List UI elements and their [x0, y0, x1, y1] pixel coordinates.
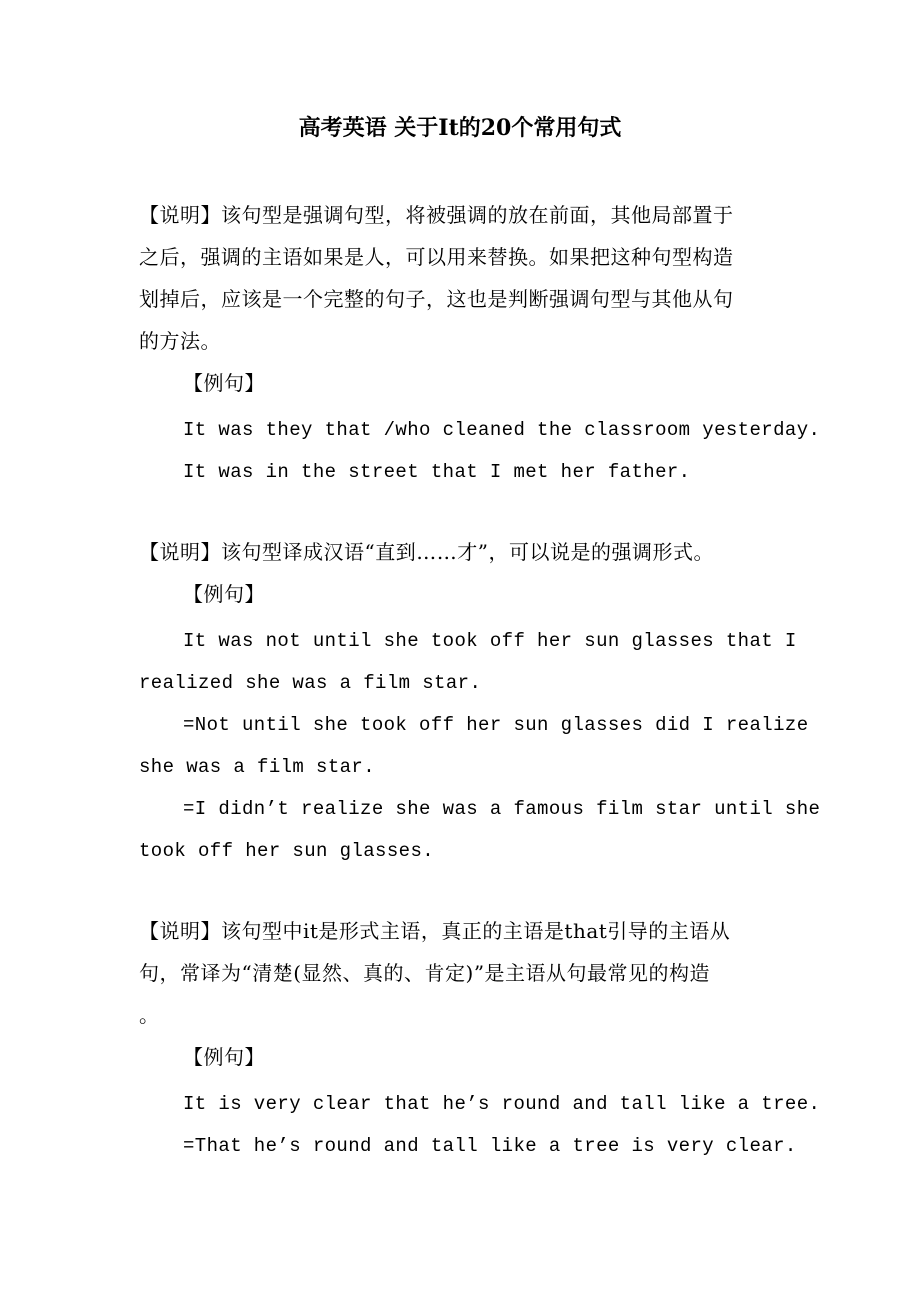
section-2-example-line: =I didn’t realize she was a famous film star until she [183, 798, 821, 820]
section-2-example-line: realized she was a film star. [139, 672, 482, 694]
document-title: 高考英语 关于It的20个常用句式 [298, 115, 622, 141]
section-2-example-line: took off her sun glasses. [139, 840, 435, 862]
section-2-example-line: =Not until she took off her sun glasses did I realize [183, 714, 809, 736]
section-1-explanation-line: 划掉后，应该是一个完整的句子，这也是判断强调句型与其他从句 [139, 287, 734, 311]
section-2-example-label: 【例句】 [183, 582, 265, 606]
section-3-example-line: It is very clear that he’s round and tall like a tree. [183, 1093, 821, 1115]
section-2-explanation-line: 【说明】该句型译成汉语“直到……才”，可以说是的强调形式。 [139, 540, 714, 564]
section-1-explanation-line: 【说明】该句型是强调句型，将被强调的放在前面，其他局部置于 [139, 203, 734, 227]
section-3-explanation-line: 【说明】该句型中it是形式主语，真正的主语是that引导的主语从 [139, 919, 731, 943]
section-1-example-line: It was in the street that I met her father. [183, 461, 691, 483]
section-3-example-label: 【例句】 [183, 1045, 265, 1069]
section-1-explanation-line: 之后，强调的主语如果是人，可以用来替换。如果把这种句型构造 [139, 245, 734, 269]
section-3-explanation-line: 句，常译为“清楚(显然、真的、肯定)”是主语从句最常见的构造 [139, 961, 711, 985]
section-1-explanation-line: 的方法。 [139, 329, 221, 353]
section-3-example-line: =That he’s round and tall like a tree is very clear. [183, 1135, 797, 1157]
section-2-example-line: It was not until she took off her sun glasses that I [183, 630, 797, 652]
section-1-example-label: 【例句】 [183, 371, 265, 395]
section-3-explanation-line: 。 [139, 1003, 160, 1027]
section-2-example-line: she was a film star. [139, 756, 376, 778]
section-1-example-line: It was they that /who cleaned the classroom yesterday. [183, 419, 821, 441]
